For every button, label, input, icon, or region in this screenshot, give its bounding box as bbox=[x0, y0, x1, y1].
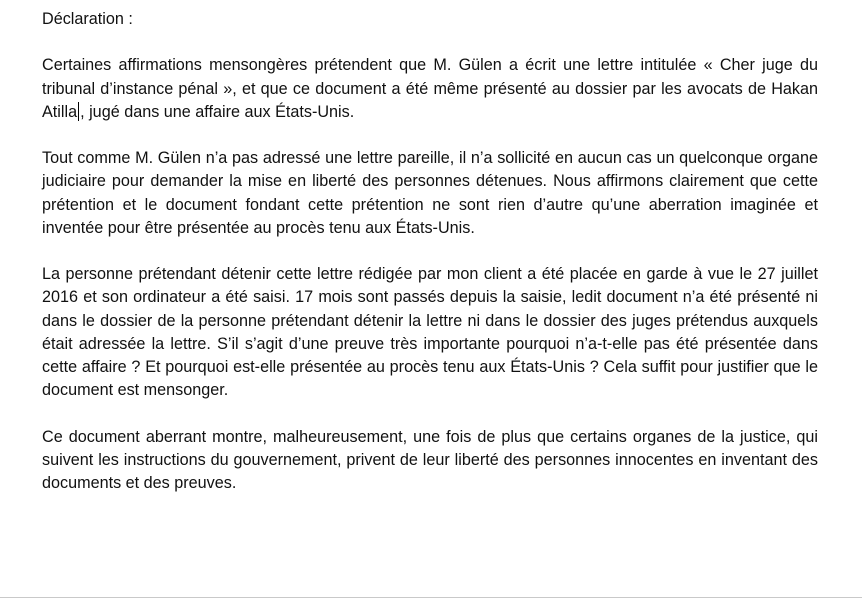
paragraph-1-text-start: Certaines affirmations mensongères prétendent que M. Gülen a écrit une lettre intitulée « Cher juge du tribunal d’instance pénal », et que ce document a été même présenté au dossier par les avocats de Hakan Atilla bbox=[42, 56, 818, 121]
document-heading: Déclaration : bbox=[42, 10, 133, 28]
paragraph-3: La personne prétendant détenir cette lettre rédigée par mon client a été placée en garde à vue le 27 juillet 2016 et son ordinateur a été saisi. 17 mois sont passés depuis la saisie, ledit document n’a été présenté ni dans le dossier de la personne prétendant détenir la lettre ni dans le dossier des juges prétendus auxquels était adressée la lettre. S’il s’agit d’une preuve très importante pourquoi n’a-t-elle pas été présentée dans cette affaire ? Et pourquoi est-elle présentée au procès tenu aux États-Unis ? Cela suffit pour justifier que le document est mensonger. bbox=[42, 265, 818, 400]
paragraph-1 bbox=[42, 54, 818, 124]
text-cursor bbox=[78, 102, 79, 121]
paragraph-2: Tout comme M. Gülen n’a pas adressé une lettre pareille, il n’a sollicité en aucun cas un quelconque organe judiciaire pour demander la mise en liberté des personnes détenues. Nous affirmons clairement que cette prétention et le document fondant cette prétention ne sont rien d’autre qu’une aberration imaginée et inventée pour être présentée au procès tenu aux États-Unis. bbox=[42, 149, 818, 237]
document-body[interactable] bbox=[42, 8, 818, 518]
paragraph-4: Ce document aberrant montre, malheureusement, une fois de plus que certains organes de la justice, qui suivent les instructions du gouvernement, privent de leur liberté des personnes innocentes en inventant des documents et des preuves. bbox=[42, 427, 818, 492]
paragraph-1-text-end: , jugé dans une affaire aux États-Unis. bbox=[80, 102, 355, 121]
page-bottom-divider bbox=[0, 597, 862, 598]
